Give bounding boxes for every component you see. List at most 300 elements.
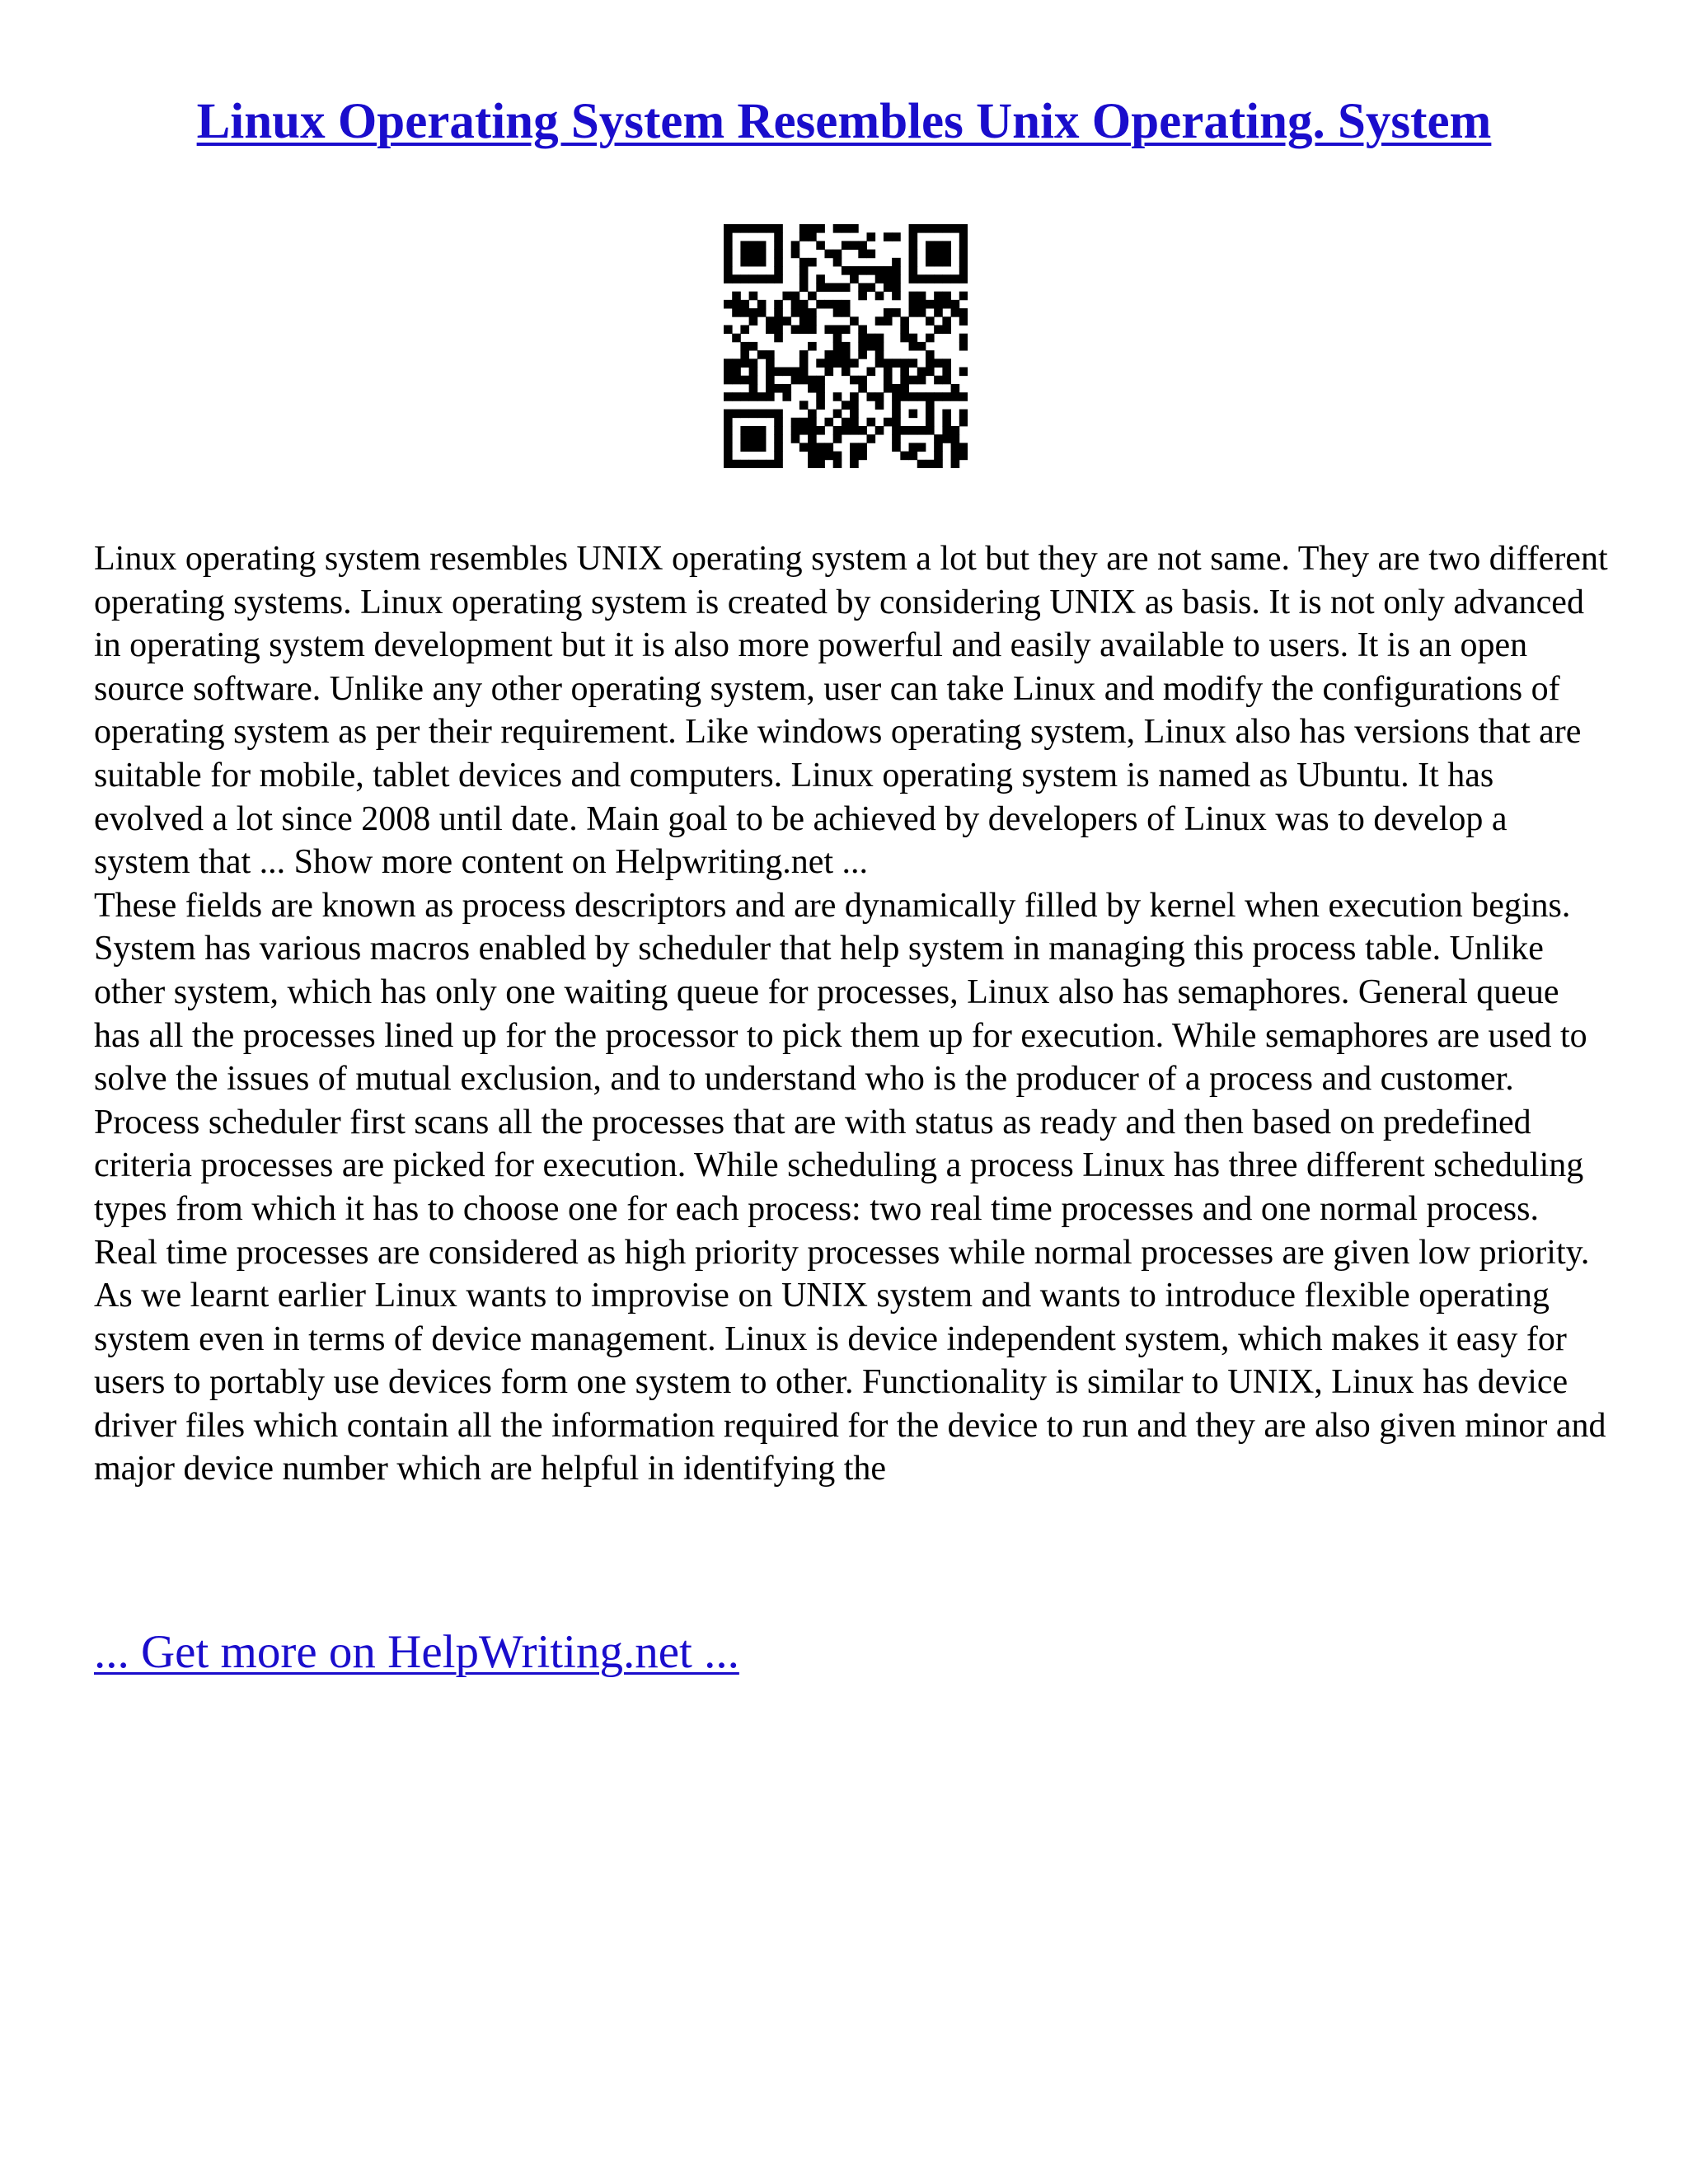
- qr-module: [858, 241, 867, 250]
- qr-module: [900, 376, 909, 385]
- qr-module: [816, 392, 825, 401]
- qr-module: [757, 250, 767, 259]
- qr-module: [774, 325, 783, 334]
- qr-module: [808, 232, 817, 241]
- qr-module: [892, 434, 901, 443]
- qr-module: [959, 443, 968, 452]
- qr-module: [757, 426, 767, 435]
- qr-module: [774, 274, 783, 284]
- qr-module: [824, 325, 833, 334]
- qr-module: [850, 410, 859, 419]
- qr-module: [884, 368, 893, 377]
- qr-module: [757, 300, 767, 309]
- qr-module: [934, 443, 943, 452]
- qr-module: [749, 460, 758, 468]
- qr-module: [959, 316, 968, 326]
- qr-module: [892, 426, 901, 435]
- qr-module: [833, 334, 842, 343]
- qr-module: [926, 350, 935, 359]
- qr-module: [749, 443, 758, 452]
- qr-module: [942, 418, 951, 427]
- qr-module: [824, 452, 833, 461]
- qr-module: [959, 410, 968, 419]
- qr-module: [951, 300, 960, 309]
- title-link[interactable]: Linux Operating System Resembles Unix Operating. System: [196, 94, 1492, 149]
- qr-module: [816, 376, 825, 385]
- qr-module: [816, 443, 825, 452]
- qr-module: [926, 250, 935, 259]
- qr-module: [858, 376, 867, 385]
- qr-module: [791, 418, 800, 427]
- qr-module: [892, 384, 901, 393]
- qr-module: [816, 300, 825, 309]
- qr-module: [724, 325, 733, 334]
- qr-module: [749, 392, 758, 401]
- qr-module: [900, 384, 909, 393]
- qr-module: [951, 224, 960, 233]
- qr-module: [766, 350, 775, 359]
- qr-module: [892, 443, 901, 452]
- qr-module: [842, 308, 851, 317]
- qr-module: [766, 224, 775, 233]
- qr-module: [749, 376, 758, 385]
- qr-module: [749, 384, 758, 393]
- qr-module: [724, 250, 733, 259]
- qr-module: [774, 384, 783, 393]
- qr-module: [850, 274, 859, 284]
- qr-module: [942, 325, 951, 334]
- qr-module: [900, 359, 909, 368]
- qr-module: [816, 283, 825, 292]
- qr-module: [724, 232, 733, 241]
- qr-module: [909, 443, 918, 452]
- qr-module: [942, 359, 951, 368]
- qr-module: [732, 376, 741, 385]
- qr-module: [766, 274, 775, 284]
- qr-module: [867, 334, 876, 343]
- qr-module: [749, 426, 758, 435]
- qr-module: [959, 274, 968, 284]
- qr-module: [808, 316, 817, 326]
- qr-module: [926, 401, 935, 410]
- qr-module: [732, 368, 741, 377]
- qr-module: [799, 283, 809, 292]
- qr-module: [799, 418, 809, 427]
- qr-module: [909, 274, 918, 284]
- qr-module: [732, 274, 741, 284]
- qr-module: [732, 224, 741, 233]
- qr-module: [740, 434, 749, 443]
- qr-module: [917, 300, 926, 309]
- qr-module: [749, 316, 758, 326]
- qr-module: [774, 434, 783, 443]
- qr-module: [774, 250, 783, 259]
- qr-module: [799, 308, 809, 317]
- qr-module: [732, 292, 741, 301]
- qr-module: [740, 325, 749, 334]
- qr-module: [724, 376, 733, 385]
- qr-module: [766, 359, 775, 368]
- qr-module: [724, 392, 733, 401]
- qr-module: [816, 359, 825, 368]
- qr-module: [892, 292, 901, 301]
- qr-module: [740, 410, 749, 419]
- qr-module: [842, 224, 851, 233]
- qr-module: [867, 418, 876, 427]
- qr-module: [934, 258, 943, 267]
- qr-module: [959, 250, 968, 259]
- qr-module: [740, 392, 749, 401]
- qr-module: [842, 350, 851, 359]
- qr-module: [892, 232, 901, 241]
- qr-module: [917, 308, 926, 317]
- qr-module: [959, 308, 968, 317]
- qr-module: [816, 274, 825, 284]
- qr-module: [900, 452, 909, 461]
- qr-module: [884, 283, 893, 292]
- qr-module: [959, 266, 968, 275]
- qr-module: [858, 283, 867, 292]
- qr-module: [740, 443, 749, 452]
- qr-module: [951, 308, 960, 317]
- qr-module: [791, 250, 800, 259]
- qr-module: [934, 300, 943, 309]
- qr-module: [926, 392, 935, 401]
- qr-module: [892, 392, 901, 401]
- qr-module: [774, 232, 783, 241]
- qr-module: [900, 392, 909, 401]
- qr-module: [749, 342, 758, 351]
- qr-module: [934, 241, 943, 250]
- qr-module: [909, 224, 918, 233]
- qr-module: [766, 384, 775, 393]
- qr-module: [900, 316, 909, 326]
- qr-module: [909, 232, 918, 241]
- qr-module: [791, 325, 800, 334]
- qr-module: [867, 266, 876, 275]
- qr-module: [850, 392, 859, 401]
- qr-module: [757, 258, 767, 267]
- qr-module: [942, 224, 951, 233]
- qr-module: [791, 426, 800, 435]
- qr-module: [740, 376, 749, 385]
- qr-module: [959, 224, 968, 233]
- qr-module: [850, 443, 859, 452]
- qr-module: [875, 316, 884, 326]
- qr-module: [724, 452, 733, 461]
- qr-module: [774, 368, 783, 377]
- qr-module: [774, 308, 783, 317]
- qr-module: [858, 325, 867, 334]
- paragraph-2: These fields are known as process descriptors and are dynamically filled by kernel when execution begins. System has various macros enabled by scheduler that help system in managing this process table. Unlike other system, which has only one waiting queue for processes, Linux also has semaphores. General queue has all the processes lined up for the processor to pick them up for execution. While semaphores are used to solve the issues of mutual exclusion, and to understand who is the producer of a process and customer. Process scheduler first scans all the processes that are with status as ready and then based on predefined criteria processes are picked for execution. While scheduling a process Linux has three different scheduling types from which it has to choose one for each process: two real time processes and one normal process. Real time processes are considered as high priority processes while normal processes are given low priority. As we learnt earlier Linux wants to improvise on UNIX system and wants to introduce flexible operating system even in terms of device management. Linux is device independent system, which makes it easy for users to portably use devices form one system to other. Functionality is similar to UNIX, Linux has device driver files which contain all the information required for the device to run and they are also given minor and major device number which are helpful in identifying the: [94, 886, 1606, 1488]
- qr-module: [867, 342, 876, 351]
- qr-module: [740, 308, 749, 317]
- qr-module: [824, 368, 833, 377]
- qr-module: [782, 292, 791, 301]
- qr-module: [724, 266, 733, 275]
- qr-module: [833, 300, 842, 309]
- qr-module: [757, 241, 767, 250]
- qr-module: [917, 426, 926, 435]
- qr-module: [917, 376, 926, 385]
- qr-module: [926, 418, 935, 427]
- qr-module: [850, 266, 859, 275]
- qr-module: [875, 292, 884, 301]
- qr-module: [926, 258, 935, 267]
- qr-module: [926, 426, 935, 435]
- qr-module: [951, 434, 960, 443]
- qr-module: [808, 434, 817, 443]
- qr-module: [757, 460, 767, 468]
- qr-module: [749, 258, 758, 267]
- qr-module: [942, 376, 951, 385]
- qr-module: [926, 368, 935, 377]
- qr-module: [782, 384, 791, 393]
- qr-module: [959, 418, 968, 427]
- qr-module: [951, 426, 960, 435]
- qr-module: [959, 258, 968, 267]
- qr-module: [934, 376, 943, 385]
- qr-module: [850, 426, 859, 435]
- qr-module: [816, 384, 825, 393]
- qr-module: [858, 334, 867, 343]
- qr-module: [842, 241, 851, 250]
- qr-module: [934, 452, 943, 461]
- qr-module: [917, 274, 926, 284]
- qr-module: [875, 359, 884, 368]
- qr-module: [749, 274, 758, 284]
- qr-module: [850, 460, 859, 468]
- qr-module: [740, 258, 749, 267]
- qr-module: [926, 410, 935, 419]
- qr-module: [740, 300, 749, 309]
- qr-module: [833, 460, 842, 468]
- qr-module: [926, 316, 935, 326]
- qr-module: [732, 300, 741, 309]
- qr-module: [909, 376, 918, 385]
- qr-module: [808, 410, 817, 419]
- qr-module: [816, 452, 825, 461]
- qr-module: [749, 308, 758, 317]
- qr-module: [799, 224, 809, 233]
- qr-module: [884, 308, 893, 317]
- qr-module: [917, 342, 926, 351]
- qr-module: [959, 232, 968, 241]
- qr-module: [959, 368, 968, 377]
- qr-module: [724, 300, 733, 309]
- qr-module: [926, 224, 935, 233]
- qr-module: [884, 266, 893, 275]
- qr-module: [875, 266, 884, 275]
- qr-module: [875, 274, 884, 284]
- qr-module: [724, 241, 733, 250]
- qr-module: [816, 460, 825, 468]
- qr-module: [842, 401, 851, 410]
- qr-module: [917, 368, 926, 377]
- qr-module: [757, 274, 767, 284]
- qr-module: [774, 418, 783, 427]
- article-body: [94, 537, 1611, 1491]
- qr-module: [799, 401, 809, 410]
- qr-module: [833, 258, 842, 267]
- qr-module: [917, 443, 926, 452]
- qr-module: [833, 224, 842, 233]
- qr-module: [782, 368, 791, 377]
- qr-module: [833, 434, 842, 443]
- qr-module: [724, 434, 733, 443]
- qr-module: [791, 376, 800, 385]
- qr-module: [808, 418, 817, 427]
- qr-module: [833, 410, 842, 419]
- qr-module: [724, 426, 733, 435]
- qr-module: [749, 292, 758, 301]
- qr-module: [917, 292, 926, 301]
- qr-module: [875, 334, 884, 343]
- qr-module: [909, 426, 918, 435]
- qr-module: [757, 410, 767, 419]
- qr-module: [799, 266, 809, 275]
- qr-module: [926, 274, 935, 284]
- qr-module: [749, 250, 758, 259]
- qr-module: [909, 392, 918, 401]
- qr-module: [892, 418, 901, 427]
- qr-module: [934, 308, 943, 317]
- qr-module: [766, 368, 775, 377]
- qr-module: [951, 460, 960, 468]
- qr-module: [909, 300, 918, 309]
- qr-module: [842, 426, 851, 435]
- qr-module: [766, 410, 775, 419]
- qr-module: [884, 376, 893, 385]
- qr-module: [833, 359, 842, 368]
- qr-module: [892, 274, 901, 284]
- qr-module: [884, 359, 893, 368]
- qr-module: [816, 241, 825, 250]
- qr-module: [774, 241, 783, 250]
- qr-module: [850, 376, 859, 385]
- qr-module: [791, 300, 800, 309]
- qr-module: [799, 274, 809, 284]
- qr-module: [892, 308, 901, 317]
- qr-module: [934, 274, 943, 284]
- qr-module: [724, 258, 733, 267]
- qr-module: [884, 316, 893, 326]
- qr-module: [757, 392, 767, 401]
- qr-module: [850, 418, 859, 427]
- qr-module: [740, 460, 749, 468]
- qr-module: [909, 334, 918, 343]
- qr-module: [850, 359, 859, 368]
- qr-module: [774, 316, 783, 326]
- qr-module: [782, 392, 791, 401]
- qr-module: [858, 250, 867, 259]
- qr-module: [724, 410, 733, 419]
- qr-module: [909, 250, 918, 259]
- qr-module: [867, 392, 876, 401]
- qr-module: [740, 224, 749, 233]
- qr-module: [867, 232, 876, 241]
- get-more-link[interactable]: ... Get more on HelpWriting.net ...: [94, 1626, 739, 1678]
- qr-module: [799, 359, 809, 368]
- qr-module: [942, 426, 951, 435]
- qr-module: [833, 342, 842, 351]
- qr-module: [842, 368, 851, 377]
- qr-module: [799, 376, 809, 385]
- qr-module: [816, 426, 825, 435]
- qr-module: [900, 368, 909, 377]
- qr-module: [824, 443, 833, 452]
- qr-module: [934, 434, 943, 443]
- qr-module: [774, 426, 783, 435]
- qr-module: [816, 401, 825, 410]
- qr-module: [942, 292, 951, 301]
- qr-module: [942, 300, 951, 309]
- qr-module: [757, 308, 767, 317]
- qr-module: [757, 434, 767, 443]
- qr-module: [934, 392, 943, 401]
- qr-module: [867, 368, 876, 377]
- qr-module: [934, 325, 943, 334]
- qr-module: [782, 316, 791, 326]
- qr-module: [884, 418, 893, 427]
- qr-module: [867, 434, 876, 443]
- qr-module: [900, 325, 909, 334]
- qr-module: [942, 410, 951, 419]
- qr-module: [774, 224, 783, 233]
- qr-module: [884, 274, 893, 284]
- qr-module: [740, 359, 749, 368]
- qr-module: [850, 241, 859, 250]
- qr-module: [774, 443, 783, 452]
- qr-module: [842, 266, 851, 275]
- qr-module: [808, 325, 817, 334]
- qr-module: [909, 308, 918, 317]
- qr-module: [808, 384, 817, 393]
- qr-module: [850, 452, 859, 461]
- qr-module: [951, 443, 960, 452]
- qr-module: [824, 359, 833, 368]
- qr-module: [942, 241, 951, 250]
- qr-module: [757, 350, 767, 359]
- qr-module: [917, 392, 926, 401]
- qr-module: [791, 292, 800, 301]
- qr-module: [926, 460, 935, 468]
- qr-module: [824, 300, 833, 309]
- qr-module: [824, 283, 833, 292]
- qr-module: [959, 241, 968, 250]
- qr-module: [842, 283, 851, 292]
- qr-module: [951, 452, 960, 461]
- qr-module: [774, 266, 783, 275]
- qr-module: [799, 325, 809, 334]
- qr-module: [959, 342, 968, 351]
- qr-module: [858, 350, 867, 359]
- qr-module: [766, 316, 775, 326]
- qr-module: [833, 325, 842, 334]
- qr-module: [766, 325, 775, 334]
- qr-module: [892, 401, 901, 410]
- qr-module: [749, 434, 758, 443]
- qr-module: [842, 325, 851, 334]
- qr-module: [867, 250, 876, 259]
- qr-module: [900, 334, 909, 343]
- qr-module: [808, 342, 817, 351]
- qr-module: [833, 283, 842, 292]
- qr-module: [892, 258, 901, 267]
- qr-module: [774, 258, 783, 267]
- qr-module: [875, 392, 884, 401]
- qr-module: [791, 308, 800, 317]
